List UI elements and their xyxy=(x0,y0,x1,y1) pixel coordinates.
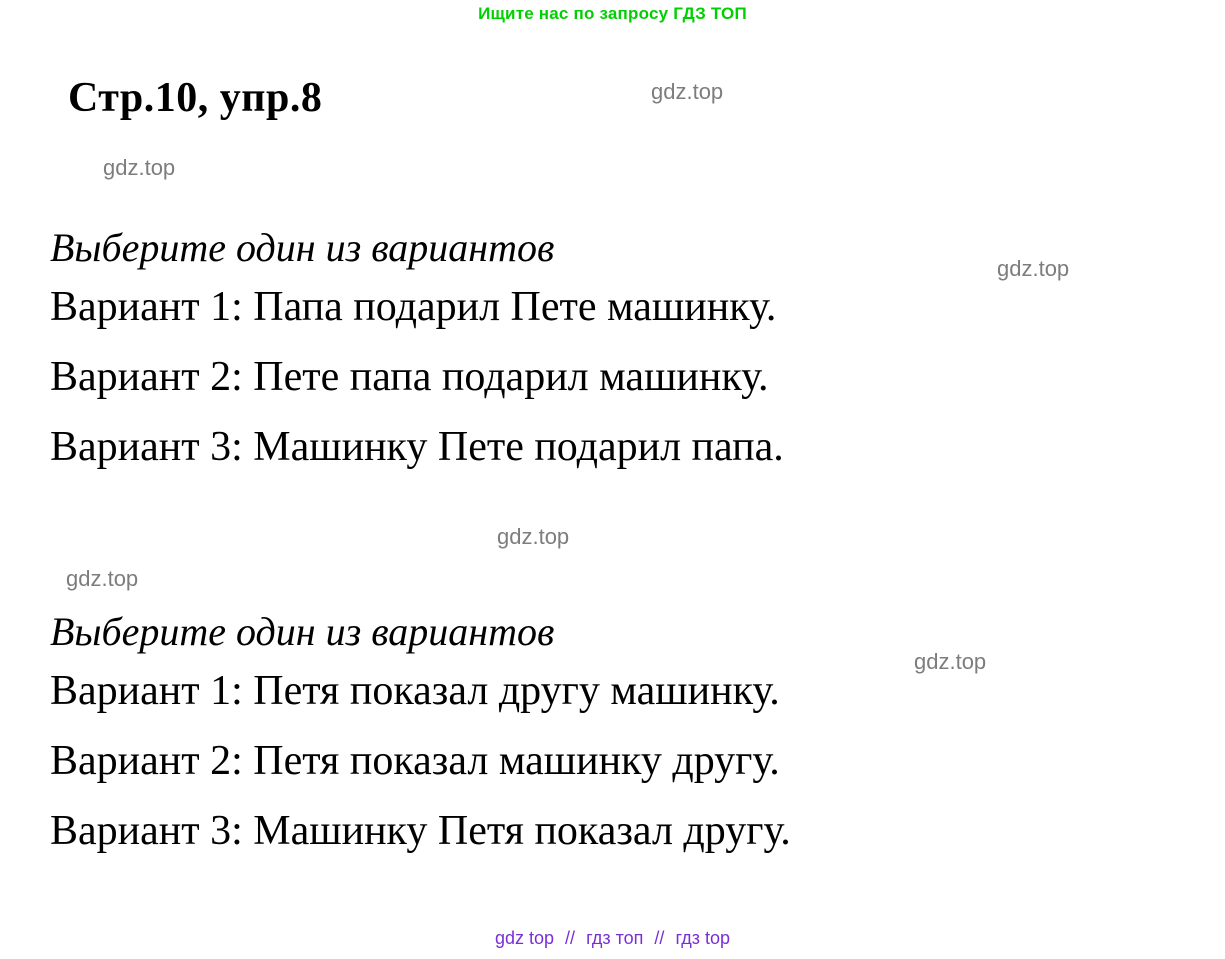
footer-watermarks xyxy=(0,928,1225,949)
page-title: Стр.10, упр.8 xyxy=(68,75,323,121)
footer-separator: // xyxy=(565,928,576,948)
watermark: gdz.top xyxy=(103,155,176,180)
footer-separator: // xyxy=(654,928,665,948)
variant-line: Вариант 1: Петя показал другу машинку. xyxy=(50,668,780,714)
exercise-block-1 xyxy=(50,225,1150,470)
variant-line: Вариант 3: Машинку Пете подарил папа. xyxy=(50,424,784,470)
prompt-text: Выберите один из вариантов xyxy=(50,609,555,654)
watermark: gdz.top xyxy=(66,566,139,591)
footer-item-2: гдз топ xyxy=(586,928,644,948)
variant-line: Вариант 3: Машинку Петя показал другу. xyxy=(50,808,791,854)
watermark: gdz.top xyxy=(914,649,987,674)
footer-item-1: gdz top xyxy=(494,928,555,948)
variant-line: Вариант 2: Пете папа подарил машинку. xyxy=(50,354,769,400)
variant-line: Вариант 1: Папа подарил Пете машинку. xyxy=(50,284,777,330)
watermark: gdz.top xyxy=(997,256,1070,281)
footer-item-3: гдз top xyxy=(675,928,730,948)
exercise-block-2 xyxy=(50,609,1150,854)
variant-line: Вариант 2: Петя показал машинку другу. xyxy=(50,738,780,784)
watermark: gdz.top xyxy=(497,524,570,549)
prompt-text: Выберите один из вариантов xyxy=(50,225,555,270)
watermark: gdz.top xyxy=(651,79,724,104)
promo-banner: Ищите нас по запросу ГДЗ ТОП xyxy=(478,4,747,23)
